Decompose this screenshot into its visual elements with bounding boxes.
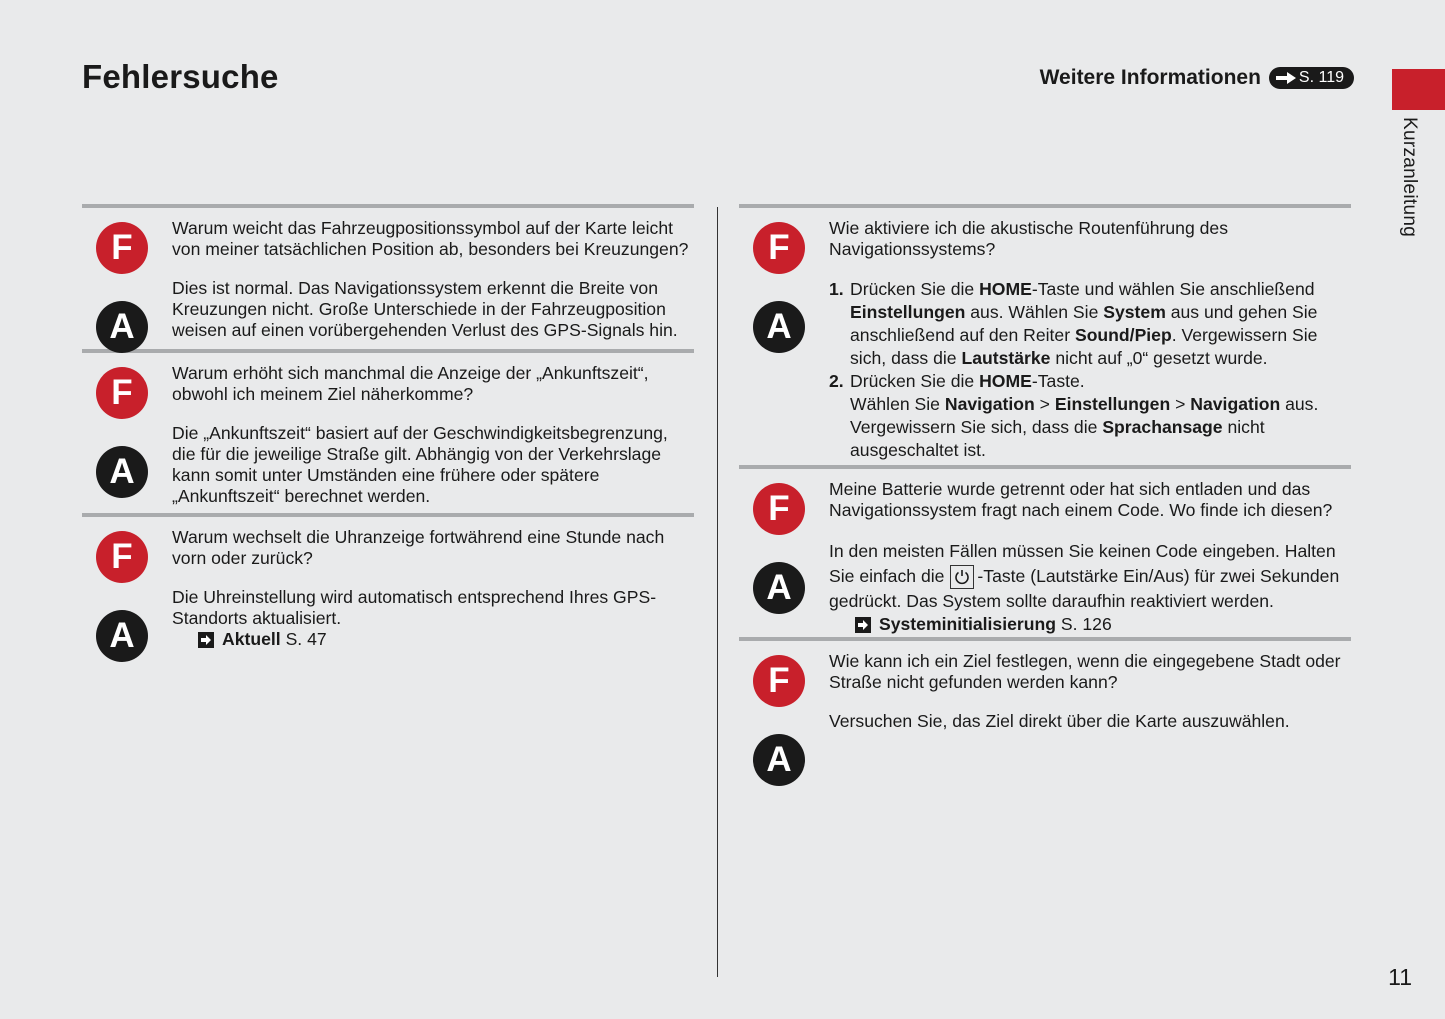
answer-text: Die „Ankunftszeit“ basiert auf der Geschwindigkeitsbegrenzung, die für die jeweilige Straße gilt. Abhängig von der Verkehrslage kann somit unter Umständen eine frühere oder spätere „Ankunftszeit“ berechnet werden. <box>172 423 668 506</box>
section-separator <box>82 349 694 353</box>
cross-reference-link[interactable] <box>198 629 694 650</box>
left-column <box>82 204 694 655</box>
question-text: Warum erhöht sich manchmal die Anzeige der „Ankunftszeit“, obwohl ich meinem Ziel näherkomme? <box>172 363 649 404</box>
column-divider <box>717 207 718 977</box>
question-item <box>82 363 694 412</box>
section-separator <box>82 513 694 517</box>
question-text: Meine Batterie wurde getrennt oder hat sich entladen und das Navigationssystem fragt nach einem Code. Wo finde ich diesen? <box>829 479 1333 520</box>
question-badge-icon: F <box>753 222 805 274</box>
answer-text: Die Uhreinstellung wird automatisch entsprechend Ihres GPS-Standorts aktualisiert. <box>172 587 657 628</box>
arrow-right-icon <box>1275 71 1297 85</box>
section-separator <box>739 465 1351 469</box>
page-number: 11 <box>1388 964 1412 990</box>
more-info-link[interactable] <box>1040 66 1354 90</box>
answer-badge-icon: A <box>753 301 805 353</box>
answer-text: Versuchen Sie, das Ziel direkt über die Karte auszuwählen. <box>829 711 1290 732</box>
chapter-tab-marker <box>1392 69 1445 110</box>
answer-item <box>739 278 1351 462</box>
step-text: Drücken Sie die HOME-Taste und wählen Sie anschließend Einstellungen aus. Wählen Sie System aus und gehen Sie anschließend auf den Reiter Sound/Piep. Vergewissern Sie sich, dass die Lautstärke nicht auf „0“ gesetzt wurde. <box>850 279 1318 368</box>
reference-arrow-icon <box>855 617 871 633</box>
answer-item <box>739 539 1351 635</box>
question-badge-icon: F <box>753 655 805 707</box>
question-item <box>82 527 694 576</box>
page-title: Fehlersuche <box>82 58 279 95</box>
question-text: Warum weicht das Fahrzeugpositionssymbol auf der Karte leicht von meiner tatsächlichen Position ab, besonders bei Kreuzungen? <box>172 218 689 259</box>
question-item <box>739 479 1351 528</box>
question-badge-icon: F <box>96 531 148 583</box>
reference-page: S. 47 <box>285 629 327 649</box>
step-number: 2. <box>829 371 844 391</box>
answer-block <box>172 587 694 650</box>
answer-text: In den meisten Fällen müssen Sie keinen Code eingeben. Halten Sie einfach die <box>829 541 1336 586</box>
reference-arrow-icon <box>198 632 214 648</box>
answer-badge-icon: A <box>753 562 805 614</box>
section-separator <box>739 637 1351 641</box>
chapter-tab-label[interactable]: Kurzanleitung <box>1399 117 1420 238</box>
answer-text: Dies ist normal. Das Navigationssystem erkennt die Breite von Kreuzungen nicht. Große Unterschiede in der Fahrzeugposition weisen auf einen vorübergehenden Verlust des GPS-Signals hin. <box>172 278 678 340</box>
step-text: Drücken Sie die HOME-Taste. Wählen Sie Navigation > Einstellungen > Navigation aus. Vergewissern Sie sich, dass die Sprachansage nicht ausgeschaltet ist. <box>850 371 1319 460</box>
page-reference-pill[interactable] <box>1269 67 1354 89</box>
step-number: 1. <box>829 279 844 299</box>
answer-item <box>82 278 694 346</box>
answer-badge-icon: A <box>753 734 805 786</box>
question-text: Wie aktiviere ich die akustische Routenführung des Navigationssystems? <box>829 218 1229 259</box>
question-badge-icon: F <box>96 222 148 274</box>
answer-item <box>739 711 1351 780</box>
power-button-icon <box>950 565 974 589</box>
answer-item <box>82 587 694 655</box>
question-text: Wie kann ich ein Ziel festlegen, wenn die eingegebene Stadt oder Straße nicht gefunden werden kann? <box>829 651 1341 693</box>
reference-label: Systeminitialisierung <box>879 614 1056 635</box>
reference-page: S. 126 <box>1060 614 1112 635</box>
more-info-label: Weitere Informationen <box>1039 66 1261 89</box>
more-info-page: S. 119 <box>1298 69 1344 86</box>
answer-item <box>82 423 694 507</box>
section-separator <box>739 204 1351 208</box>
question-badge-icon: F <box>96 367 148 419</box>
question-item <box>82 218 694 267</box>
answer-badge-icon: A <box>96 446 148 498</box>
question-badge-icon: F <box>753 483 805 535</box>
section-separator <box>82 204 694 208</box>
question-text: Warum wechselt die Uhranzeige fortwährend eine Stunde nach vorn oder zurück? <box>172 527 665 568</box>
answer-badge-icon: A <box>96 610 148 662</box>
step-item <box>829 278 1351 370</box>
answer-block <box>829 539 1351 635</box>
question-item <box>739 651 1351 701</box>
cross-reference-link[interactable] <box>855 614 1351 635</box>
question-item <box>739 218 1351 267</box>
answer-badge-icon: A <box>96 301 148 353</box>
answer-steps <box>829 278 1351 462</box>
step-item <box>829 370 1351 462</box>
reference-label: Aktuell <box>222 629 281 649</box>
answer-text-cont: -Taste (Lautstärke Ein/Aus) für zwei Sekunden gedrückt. Das System sollte daraufhin reaktiviert werden. <box>829 566 1340 612</box>
right-column <box>739 204 1351 780</box>
